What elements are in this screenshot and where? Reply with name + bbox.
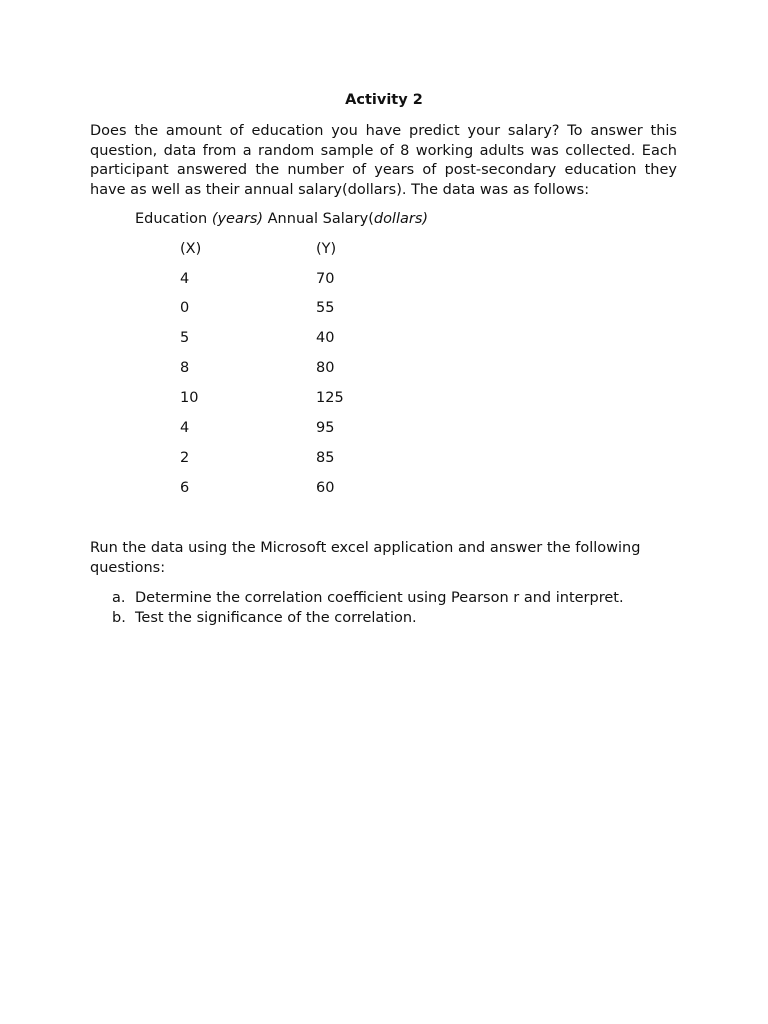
table-cell-x: 2 bbox=[180, 450, 190, 466]
table-cell-y: 60 bbox=[316, 480, 335, 496]
question-item bbox=[90, 609, 624, 629]
question-marker: a. bbox=[112, 590, 126, 606]
table-cell-y: 40 bbox=[316, 330, 335, 346]
table-cell-x: 4 bbox=[180, 271, 190, 287]
instructions-paragraph: Run the data using the Microsoft excel application and answer the following questions: bbox=[90, 540, 641, 576]
education-unit: (years) bbox=[211, 211, 264, 227]
salary-unit: dollars) bbox=[373, 211, 429, 227]
question-item bbox=[90, 589, 624, 609]
table-cell-y: 55 bbox=[316, 300, 335, 316]
intro-paragraph: Does the amount of education you have predict your salary? To answer this question, data from a random sample of 8 working adults was collected. Each participant answered the number of years of post-secondary education they have as well as their annual salary(dollars). The data was as follows: bbox=[90, 123, 677, 198]
table-cell-x: 6 bbox=[180, 480, 190, 496]
table-cell-y: 95 bbox=[316, 420, 335, 436]
var-y-label: (Y) bbox=[316, 241, 337, 257]
question-text: Determine the correlation coefficient using Pearson r and interpret. bbox=[135, 590, 624, 606]
table-cell-x: 8 bbox=[180, 360, 190, 376]
table-cell-y: 85 bbox=[316, 450, 335, 466]
table-cell-x: 10 bbox=[180, 390, 199, 406]
table-cell-y: 80 bbox=[316, 360, 335, 376]
table-cell-y: 125 bbox=[316, 390, 344, 406]
table-cell-x: 0 bbox=[180, 300, 190, 316]
education-label: Education bbox=[135, 211, 212, 227]
table-cell-x: 4 bbox=[180, 420, 190, 436]
page-title: Activity 2 bbox=[345, 92, 423, 108]
salary-label: Annual Salary( bbox=[263, 211, 374, 227]
question-text: Test the significance of the correlation. bbox=[135, 609, 417, 626]
table-cell-x: 5 bbox=[180, 330, 190, 346]
var-x-label: (X) bbox=[180, 241, 202, 257]
question-marker: b. bbox=[112, 609, 126, 626]
table-cell-y: 70 bbox=[316, 271, 335, 287]
table-header bbox=[135, 211, 428, 227]
question-list bbox=[90, 589, 624, 628]
